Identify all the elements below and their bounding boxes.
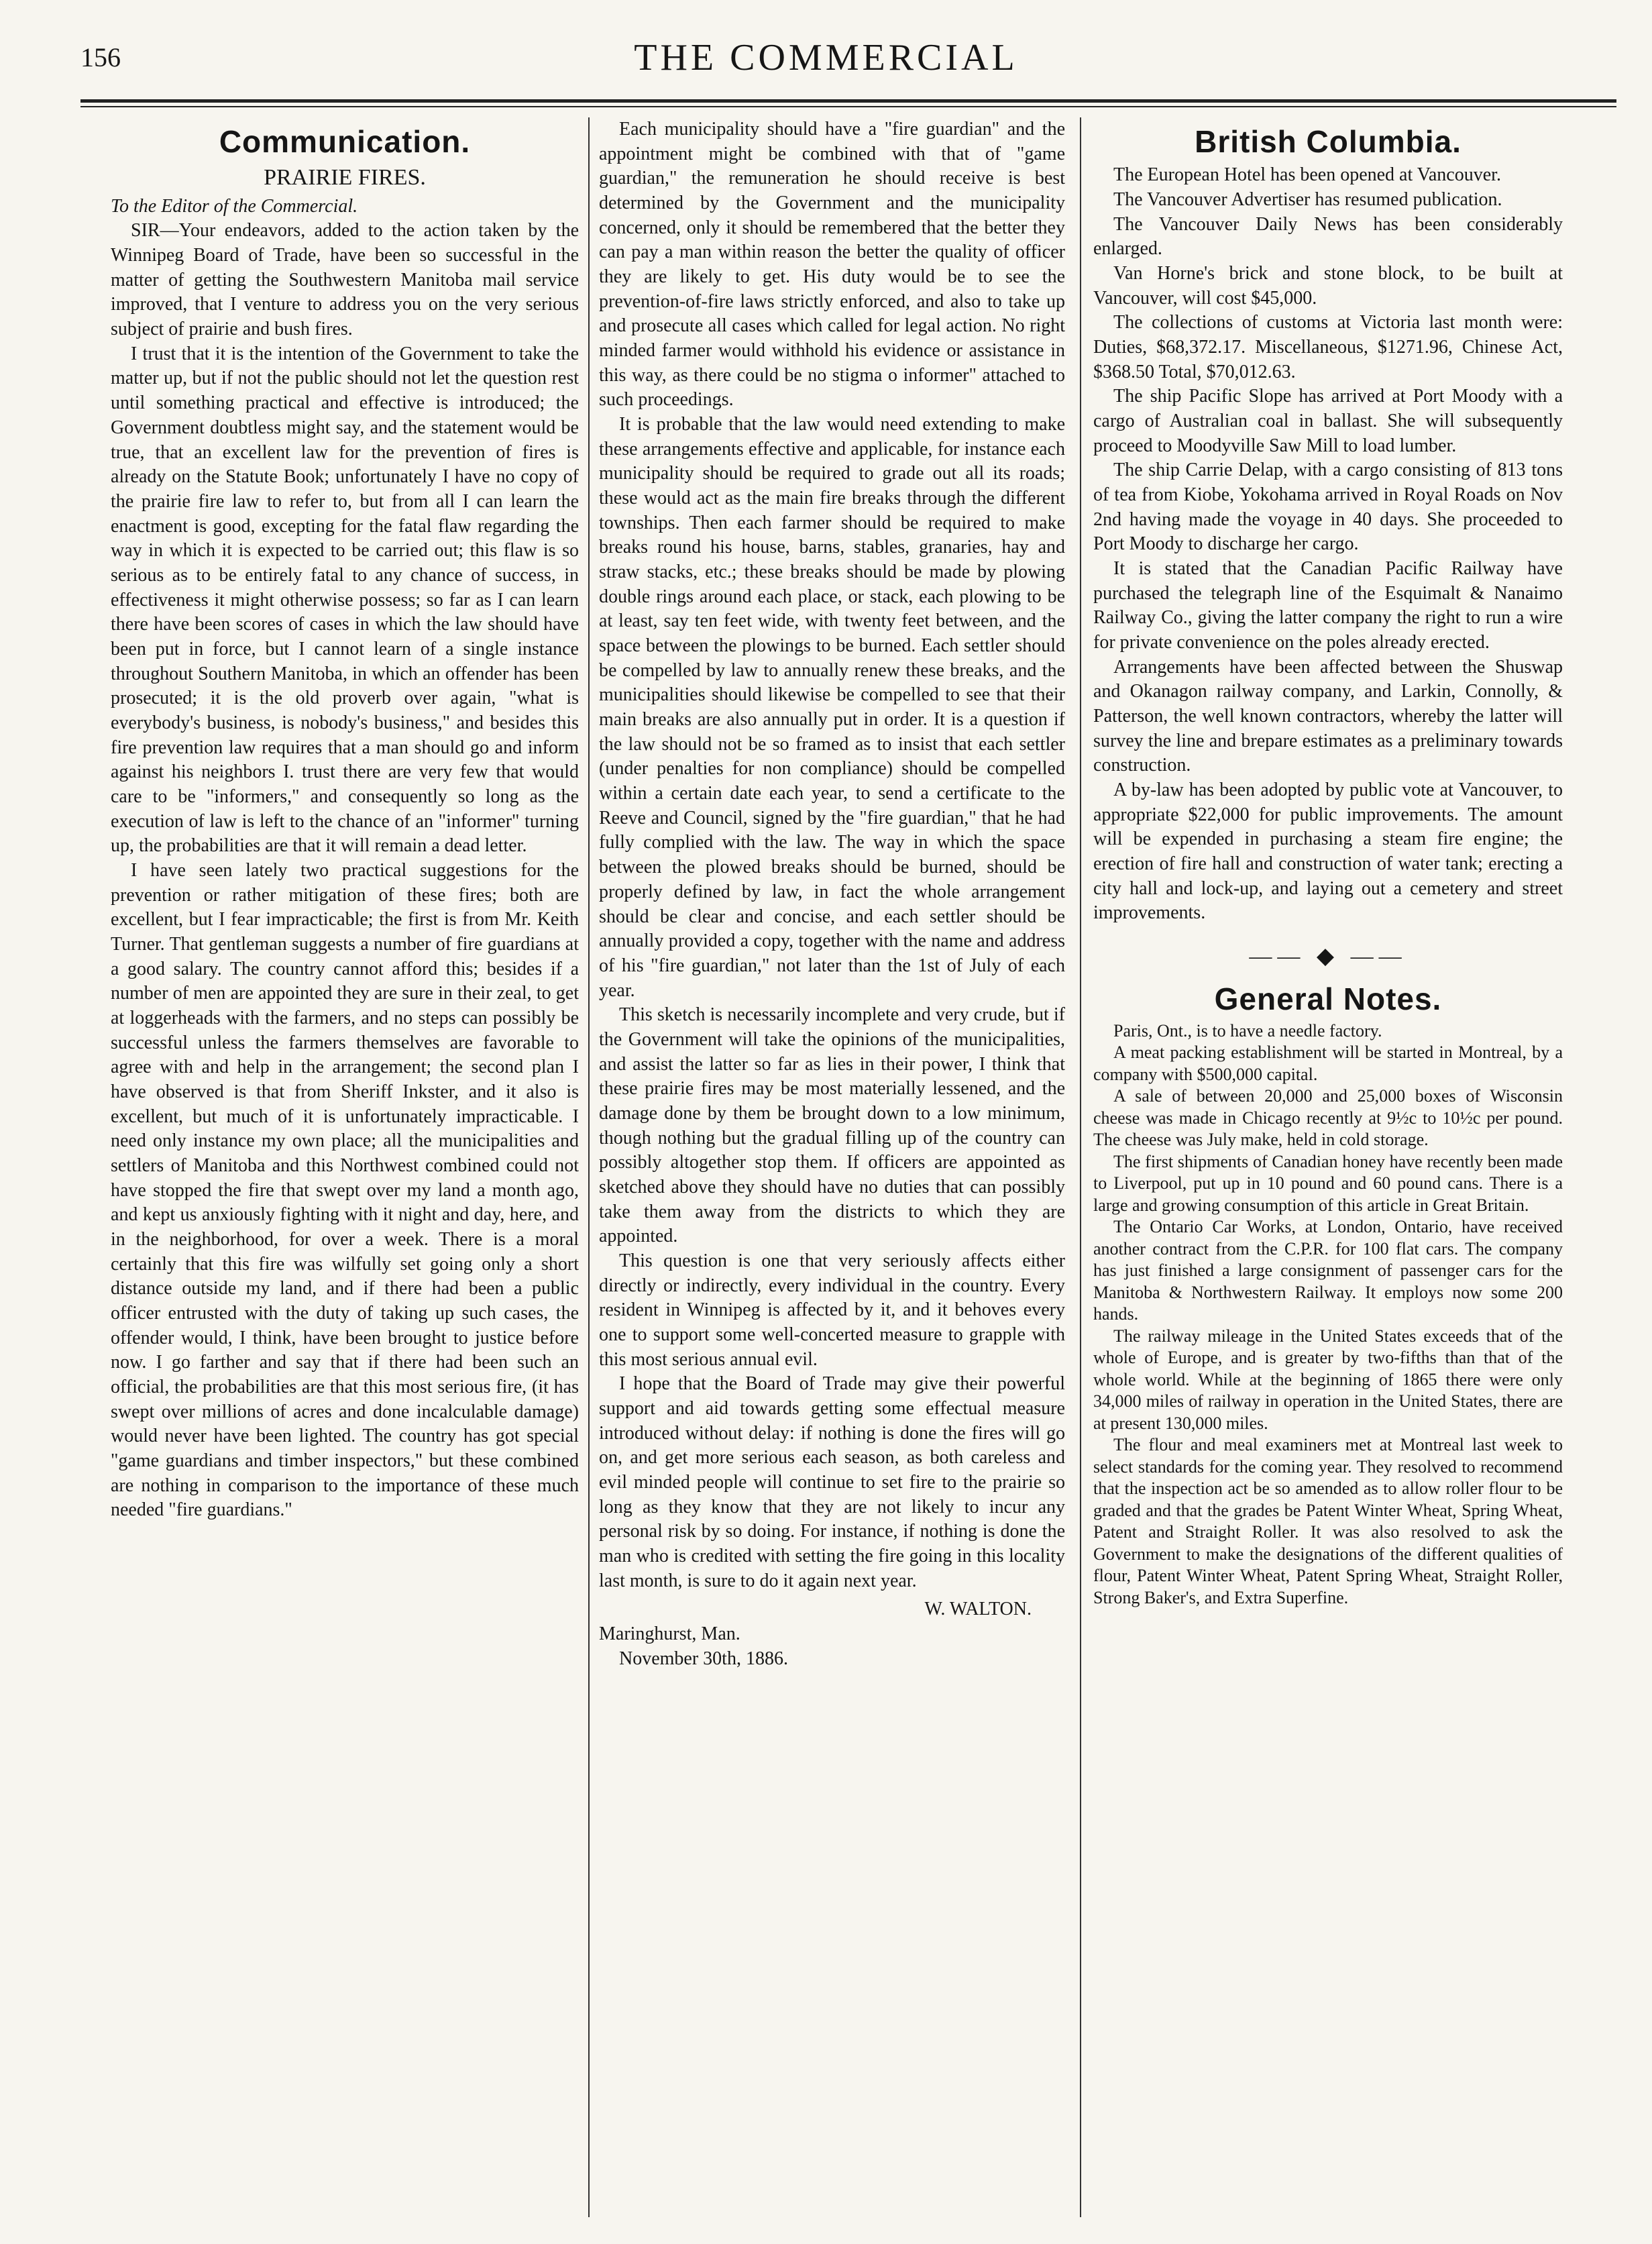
letter-paragraph: I trust that it is the intention of the Government to take the matter up, but if not the public should not let the question rest until something practical and effective is introduced; the Government doubtless might say, and the statement would be true, that an excellent law for the prevention of fires is already on the Statute Book; unfortunately I have no copy of the prairie fire law to refer to, but from all I can learn the enactment is good, excepting for the fatal flaw regarding the way in which it is expected to be carried out; this flaw is so serious as to be entirely fatal to any chance of success, in effectiveness it might otherwise possess; so far as I can learn there have been scores of cases in which the law should have been put in force, but I cannot learn of a single instance throughout Southern Manitoba, in which an offender has been prosecuted; it is the old proverb over again, "what is everybody's business, is nobody's business," and besides this fire prevention law requires that a man should go and inform against his neighbors I. trust there are very few that would care to be "informers," and consequently so long as the execution of law is left to the chance of an "informer" turning up, the probabilities are that it will remain a dead letter. <box>111 343 579 857</box>
column-right <box>1093 117 1563 1609</box>
letter-paragraph: I hope that the Board of Trade may give their powerful support and aid towards getting some effectual measure introduced without delay: if nothing is done the fires will go on, and get more serious each season, as both careless and evil minded people will continue to set fire to the prairie so long as they know that they are not likely to incur any personal risk by so doing. For instance, if nothing is done the man who is credited with setting the fire going in this locality last month, is sure to do it again next year. <box>599 1373 1065 1591</box>
communication-heading: Communication. <box>219 124 471 159</box>
column-left <box>111 117 579 1523</box>
column-divider <box>1080 117 1081 2217</box>
letter-paragraph: It is probable that the law would need extending to make these arrangements effective and applicable, for instance each municipality should be required to grade out all its roads; these would act as the main fire breaks through the different townships. Then each farmer should be required to make breaks round his house, barns, stables, granaries, hay and straw stacks, etc.; these breaks should be made by plowing double rings around each place, or stack, each plowing to be at least, say ten feet wide, with twenty feet between, and the space between the plowings to be burned. Each settler should be compelled by law to annually renew these breaks, and the municipalities should likewise be compelled to see that their main breaks are also annually put in order. It is a question if the law should not be so framed as to insist that each settler (under penalties for non compliance) should be compelled within a certain date each year, to send a certificate to the Reeve and Council, signed by the "fire guardian," that he had fully complied with the law. The way in which the space between the plowed breaks should be burned, should be properly defined by law, in fact the whole arrangement should be clear and concise, and each settler should be annually provided a copy, together with the name and address of his "fire guardian," not later than the 1st of July of each year. <box>599 414 1065 1001</box>
general-notes-body <box>1093 1020 1563 1609</box>
letter-paragraph: I have seen lately two practical suggestions for the prevention or rather mitigation of these fires; both are excellent, but I fear impracticable; the first is from Mr. Keith Turner. That gentleman suggests a number of fire guardians at a good salary. The country cannot afford this; besides if a number of men are appointed they are sure in their zeal, to get at loggerheads with the farmers, and no steps can possibly be successful unless the farmers themselves are favorable to agree with and help in the arrangement; the second plan I have observed is that from Sheriff Inkster, and it also is excellent, but much of it is unfortunately impracticable. I need only instance my own place; all the municipalities and settlers of Manitoba and this Northwest combined could not have stopped the fire that swept over my land a month ago, and kept us anxiously fighting with it night and day, here, and in the neighborhood, for over a week. There is a moral certainly that this fire was wilfully set going only a short distance outside my land, and if there had been a public officer entrusted with the duty of taking up such cases, the offender would, I think, have been brought to justice before now. I go farther and say that if there had been such an official, the probabilities are that this most serious fire, (it has swept over millions of acres and done incalculable damage) would never have been lighted. The country has got special "game guardians and timber inspectors," but these combined are nothing in comparison to the importance of these much needed "fire guardians." <box>111 859 579 1521</box>
note-item: The railway mileage in the United States exceeds that of the whole of Europe, and is greater by two-fifths than that of the whole world. While at the beginning of 1865 there were only 34,000 miles of railway in operation in the United States, there are at present 130,000 miles. <box>1093 1326 1563 1433</box>
general-notes-heading: General Notes. <box>1214 981 1442 1016</box>
column-middle <box>599 117 1065 1671</box>
page-number: 156 <box>80 42 121 72</box>
note-item: The first shipments of Canadian honey have recently been made to Liverpool, put up in 10 pound and 60 pound cans. There is a large and growing consumption of this article in Great Britain. <box>1093 1151 1563 1215</box>
salutation: To the Editor of the Commercial. <box>111 195 358 217</box>
news-item: It is stated that the Canadian Pacific Railway have purchased the telegraph line of the Esquimalt & Nanaimo Railway Co., giving the latter company the right to run a wire for private convenience on the poles already erected. <box>1093 558 1563 653</box>
note-item: A sale of between 20,000 and 25,000 boxes of Wisconsin cheese was made in Chicago recently at 9½c to 10½c per pound. The cheese was July make, held in cold storage. <box>1093 1086 1563 1150</box>
note-item: The Ontario Car Works, at London, Ontario, have received another contract from the C.P.R. for 100 flat cars. The company has just finished a large consignment of passenger cars for the Manitoba & Northwestern Railway. It employs now some 200 hands. <box>1093 1217 1563 1324</box>
letter-signature: W. WALTON. <box>924 1599 1032 1620</box>
letter-paragraph: This sketch is necessarily incomplete and very crude, but if the Government will take the opinions of the municipalities, and assist the latter so far as lies in their power, I think that these prairie fires may be most materially lessened, and the damage done by them be brought down to a low minimum, though nothing but the gradual filling up of the country can possibly altogether stop them. If officers are appointed as sketched above they should have no duties that can possibly take them away from the districts to which they are appointed. <box>599 1004 1065 1247</box>
news-item: The Vancouver Advertiser has resumed publication. <box>1113 189 1502 210</box>
news-item: The collections of customs at Victoria last month were: Duties, $68,372.17. Miscellaneous, $1271.96, Chinese Act, $368.50 Total, $70,012.63. <box>1093 312 1563 382</box>
news-item: The European Hotel has been opened at Vancouver. <box>1113 164 1501 186</box>
news-item: Van Horne's brick and stone block, to be built at Vancouver, will cost $45,000. <box>1093 262 1563 309</box>
letter-paragraph: Each municipality should have a "fire guardian" and the appointment might be combined with that of "game guardian," the remuneration he should receive is best determined by the Government and the municipality concerned, only it should be remembered that the better they can pay a man within reason the better the quality of officer they are likely to get. His duty would be to see the prevention-of-fire laws strictly enforced, and also to take up and prosecute all cases which called for legal action. No right minded farmer would withhold his evidence or assistance in this way, as there could be no stigma o informer" attached to such proceedings. <box>599 119 1065 411</box>
section-ornament: —— ◆ —— <box>1249 944 1407 969</box>
letter-paragraph: This question is one that very seriously affects either directly or indirectly, every individual in the country. Every resident in Winnipeg is affected by it, and it behoves every one to support some well-concerted measure to grapple with this most serious annual evil. <box>599 1250 1065 1370</box>
header-rule-thin <box>80 106 1616 107</box>
news-item: A by-law has been adopted by public vote at Vancouver, to appropriate $22,000 for public improvements. The amount will be expended in purchasing a steam fire engine; the erection of fire hall and construction of water tank; erecting a city hall and lock-up, and laying out a cemetery and street improvements. <box>1093 780 1563 924</box>
letter-paragraph: SIR—Your endeavors, added to the action taken by the Winnipeg Board of Trade, have been so successful in the matter of getting the Southwestern Manitoba mail service improved, that I venture to address you on the very serious subject of prairie and bush fires. <box>111 220 579 340</box>
letter-place: Maringhurst, Man. <box>599 1623 740 1644</box>
british-columbia-heading: British Columbia. <box>1195 124 1462 159</box>
note-item: A meat packing establishment will be started in Montreal, by a company with $500,000 capital. <box>1093 1043 1563 1084</box>
note-item: Paris, Ont., is to have a needle factory. <box>1113 1020 1382 1040</box>
letter-date: November 30th, 1886. <box>619 1648 788 1669</box>
communication-subheading: PRAIRIE FIRES. <box>264 165 426 191</box>
news-item: Arrangements have been affected between the Shuswap and Okanagon railway company, and Larkin, Connolly, & Patterson, the well known contractors, whereby the latter will survey the line and brepare estimates as a preliminary towards construction. <box>1093 656 1563 776</box>
header-rule-thick <box>80 99 1616 103</box>
news-item: The ship Carrie Delap, with a cargo consisting of 813 tons of tea from Kiobe, Yokohama arrived in Royal Roads on Nov 2nd having made the voyage in 40 days. She proceeded to Port Moody to discharge her cargo. <box>1093 460 1563 555</box>
news-item: The ship Pacific Slope has arrived at Port Moody with a cargo of Australian coal in ballast. She will subsequently proceed to Moodyville Saw Mill to load lumber. <box>1093 386 1563 456</box>
news-item: The Vancouver Daily News has been considerably enlarged. <box>1093 213 1563 260</box>
note-item: The flour and meal examiners met at Montreal last week to select standards for the coming year. They resolved to recommend that the inspection act be so amended as to allow roller flour to be graded and that the grades be Patent Winter Wheat, Spring Wheat, Patent and Straight Roller. It was also resolved to ask the Government to make the designations of the different qualities of flour, Patent Winter Wheat, Patent Spring Wheat, Straight Roller, Strong Baker's, and Extra Superfine. <box>1093 1435 1563 1607</box>
masthead-title: THE COMMERCIAL <box>634 37 1018 78</box>
column-divider <box>588 117 590 2217</box>
